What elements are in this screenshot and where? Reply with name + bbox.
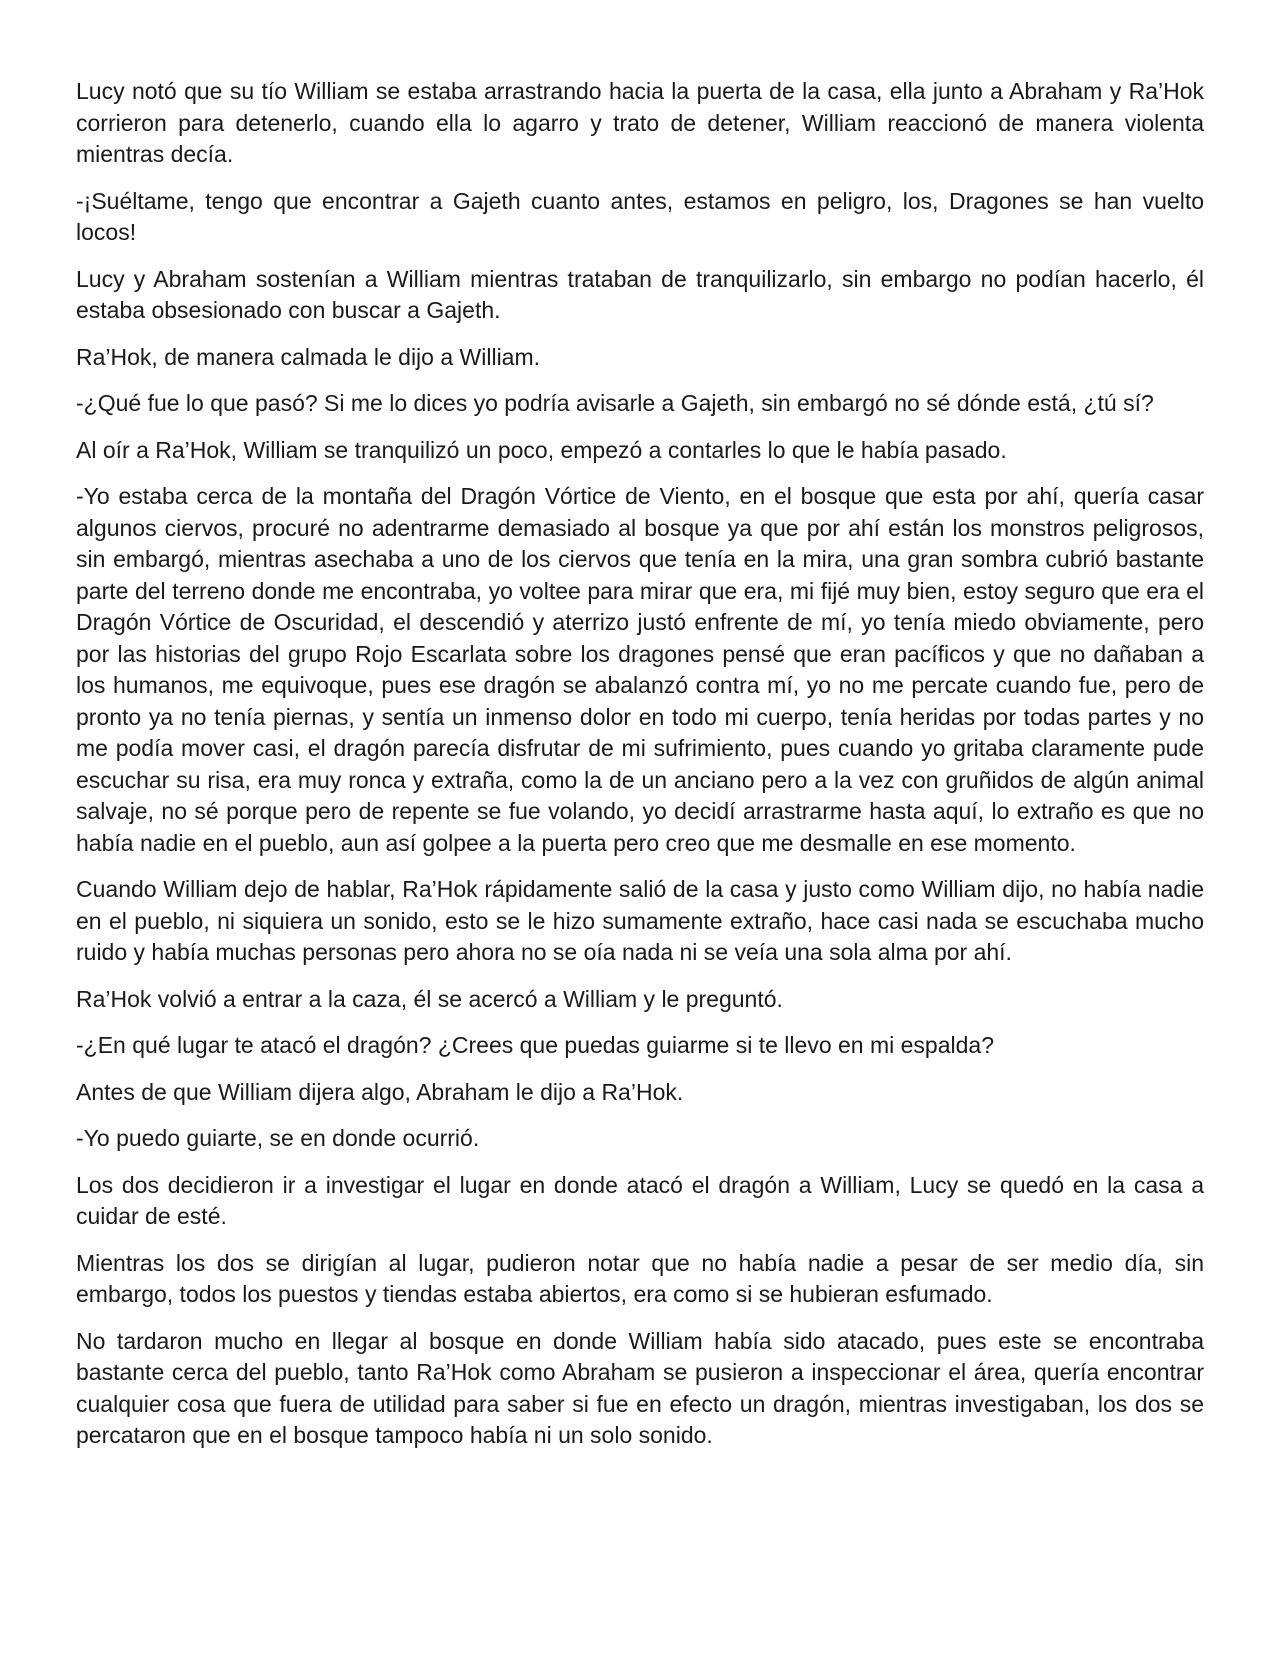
paragraph: Mientras los dos se dirigían al lugar, pudieron notar que no había nadie a pesar de ser medio día, sin embargo, todos los puestos y tiendas estaba abiertos, era como si se hubieran esfumado. <box>76 1249 1204 1307</box>
paragraph: Ra’Hok, de manera calmada le dijo a William. <box>76 343 541 370</box>
paragraph: Al oír a Ra’Hok, William se tranquilizó un poco, empezó a contarles lo que le había pasado. <box>76 436 1007 463</box>
paragraph: -Yo estaba cerca de la montaña del Dragón Vórtice de Viento, en el bosque que esta por ahí, quería casar algunos ciervos, procuré no adentrarme demasiado al bosque ya que por ahí están los monstros peligrosos, sin embargó, mientras asechaba a uno de los ciervos que tenía en la mira, una gran sombra cubrió bastante parte del terreno donde me encontraba, yo voltee para mirar que era, mi fijé muy bien, estoy seguro que era el Dragón Vórtice de Oscuridad, el descendió y aterrizo justó enfrente de mí, yo tenía miedo obviamente, pero por las historias del grupo Rojo Escarlata sobre los dragones pensé que eran pacíficos y que no dañaban a los humanos, me equivoque, pues ese dragón se abalanzó contra mí, yo no me percate cuando fue, pero de pronto ya no tenía piernas, y sentía un inmenso dolor en todo mi cuerpo, tenía heridas por todas partes y no me podía mover casi, el dragón parecía disfrutar de mi sufrimiento, pues cuando yo gritaba claramente pude escuchar su risa, era muy ronca y extraña, como la de un anciano pero a la vez con gruñidos de algún animal salvaje, no sé porque pero de repente se fue volando, yo decidí arrastrarme hasta aquí, lo extraño es que no había nadie en el pueblo, aun así golpee a la puerta pero creo que me desmalle en ese momento. <box>76 483 1204 856</box>
paragraph: No tardaron mucho en llegar al bosque en donde William había sido atacado, pues este se encontraba bastante cerca del pueblo, tanto Ra’Hok como Abraham se pusieron a inspeccionar el área, quería encontrar cualquier cosa que fuera de utilidad para saber si fue en efecto un dragón, mientras investigaban, los dos se percataron que en el bosque tampoco había ni un solo sonido. <box>76 1327 1204 1448</box>
paragraph: Antes de que William dijera algo, Abraham le dijo a Ra’Hok. <box>76 1078 684 1105</box>
paragraph: Cuando William dejo de hablar, Ra’Hok rápidamente salió de la casa y justo como William dijo, no había nadie en el pueblo, ni siquiera un sonido, esto se le hizo sumamente extraño, hace casi nada se escuchaba mucho ruido y había muchas personas pero ahora no se oía nada ni se veía una sola alma por ahí. <box>76 876 1204 965</box>
paragraph: -¡Suéltame, tengo que encontrar a Gajeth cuanto antes, estamos en peligro, los, Dragones se han vuelto locos! <box>76 187 1204 245</box>
paragraph: -¿En qué lugar te atacó el dragón? ¿Crees que puedas guiarme si te llevo en mi espalda? <box>76 1032 994 1058</box>
paragraph: Los dos decidieron ir a investigar el lugar en donde atacó el dragón a William, Lucy se quedó en la casa a cuidar de esté. <box>76 1171 1204 1229</box>
paragraph: Lucy y Abraham sostenían a William mientras trataban de tranquilizarlo, sin embargo no podían hacerlo, él estaba obsesionado con buscar a Gajeth. <box>76 265 1204 323</box>
paragraph: -Yo puedo guiarte, se en donde ocurrió. <box>76 1125 480 1151</box>
paragraph: Lucy notó que su tío William se estaba arrastrando hacia la puerta de la casa, ella junto a Abraham y Ra’Hok corrieron para detenerlo, cuando ella lo agarro y trato de detener, William reaccionó de manera violenta mientras decía. <box>76 78 1204 167</box>
paragraph: Ra’Hok volvió a entrar a la caza, él se acercó a William y le preguntó. <box>76 985 783 1012</box>
paragraph: -¿Qué fue lo que pasó? Si me lo dices yo podría avisarle a Gajeth, sin embargó no sé dónde está, ¿tú sí? <box>76 390 1154 416</box>
